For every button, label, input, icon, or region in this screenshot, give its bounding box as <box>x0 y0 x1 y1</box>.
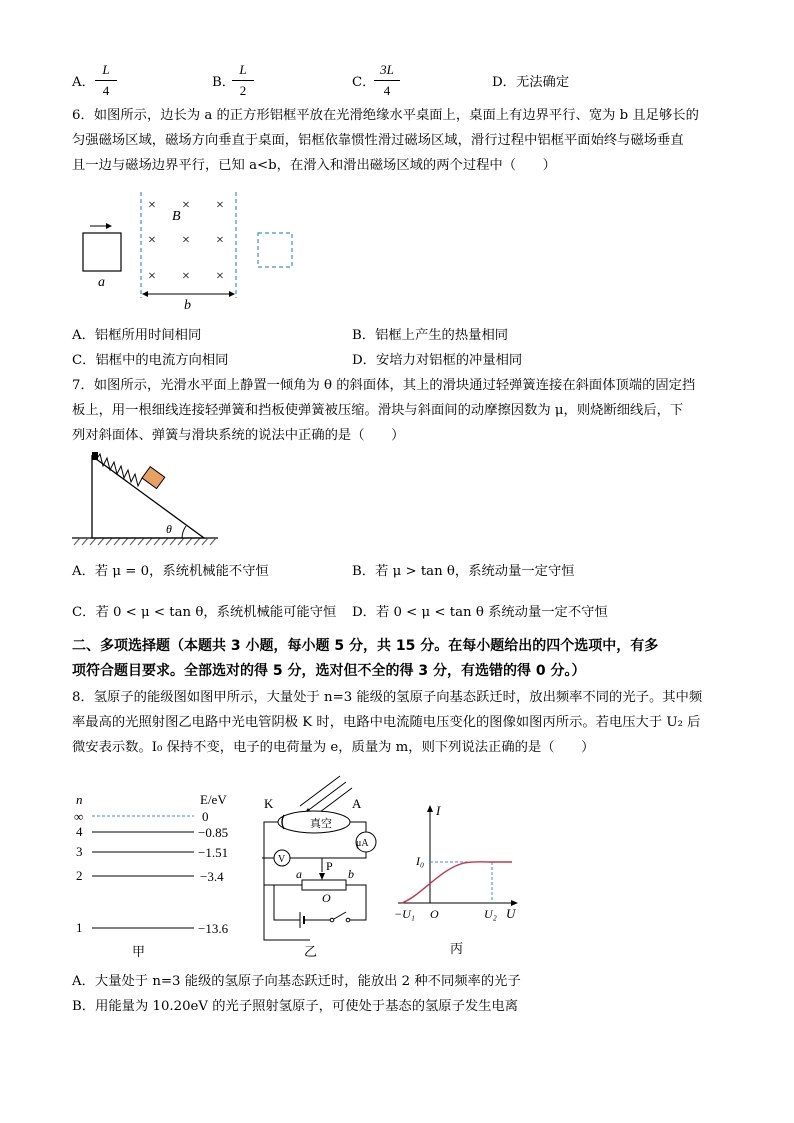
field-cross: × <box>148 198 156 213</box>
point-label-O: O <box>322 891 331 905</box>
frame-exit-position <box>258 233 292 267</box>
circuit-wire <box>350 822 366 832</box>
i-axis-arrowhead <box>427 805 433 812</box>
level-n-inf: ∞ <box>74 809 84 824</box>
u-axis-label: U <box>506 906 516 921</box>
q7-option-d: D．若 0 < μ < tan θ 系统动量一定不守恒 <box>352 605 608 620</box>
q5-option-d: D．无法确定 <box>492 75 570 90</box>
q7-stem-line2: 板上，用一根细线连接轻弹簧和挡板使弹簧被压缩。滑块与斜面间的动摩擦因数为 μ，则烧断细线后，下 <box>72 403 684 418</box>
level-axis-n: n <box>76 792 83 807</box>
origin-label: O <box>430 907 439 921</box>
cathode-label-K: K <box>264 796 274 811</box>
fraction-numerator: 3L <box>380 62 394 77</box>
slider-block <box>142 467 165 489</box>
q8-stem-line3: 微安表示数。I₀ 保持不变，电子的电荷量为 e，质量为 m，则下列说法正确的是（ ） <box>72 740 595 755</box>
section2-heading-line2: 项符合题目要求。全部选对的得 5 分，选对但不全的得 3 分，有选错的得 0 分。） <box>72 663 586 679</box>
q7-option-a: A．若 μ = 0，系统机械能不守恒 <box>72 564 269 579</box>
width-label-b: b <box>184 298 191 313</box>
fraction-numerator: L <box>102 62 110 77</box>
rheostat-end-b: b <box>348 867 354 881</box>
angle-arc <box>182 526 186 538</box>
section2-heading-line1: 二、多项选择题（本题共 3 小题，每小题 5 分，共 15 分。在每小题给出的四个选项中，有多 <box>72 638 659 654</box>
figure-caption-jia: 甲 <box>132 944 146 959</box>
field-cross: × <box>216 233 224 248</box>
q5-option-c-label: C． <box>352 75 376 90</box>
stopping-voltage-label: −U₁ <box>394 907 415 921</box>
circuit-wire <box>346 885 366 920</box>
level-axis-energy: E/eV <box>200 792 227 807</box>
current-voltage-graph <box>394 795 529 960</box>
spring <box>96 454 142 486</box>
q6-option-c: C．铝框中的电流方向相同 <box>72 353 229 368</box>
q6-option-a: A．铝框所用时间相同 <box>72 328 202 343</box>
field-cross: × <box>148 233 156 248</box>
level-e-2: −3.4 <box>200 869 224 884</box>
figure-caption-yi: 乙 <box>304 944 318 959</box>
q8-stem-line1: 8．氢原子的能级图如图甲所示，大量处于 n=3 能级的氢原子向基态跃迁时，放出频率不同的光子。其中频 <box>72 690 703 705</box>
energy-level-diagram <box>70 790 245 960</box>
i-axis-label: I <box>436 803 441 818</box>
photoelectric-circuit <box>252 770 392 960</box>
slider-label-P: P <box>326 859 333 873</box>
switch-contact <box>346 918 350 922</box>
q5-option-c-fraction <box>374 62 400 99</box>
ground-hatching <box>74 538 216 545</box>
q6-option-b: B．铝框上产生的热量相同 <box>352 328 509 343</box>
level-n-1: 1 <box>76 920 83 935</box>
q8-option-a: A．大量处于 n=3 能级的氢原子向基态跃迁时，能放出 2 种不同频率的光子 <box>72 974 521 989</box>
q8-option-b: B．用能量为 10.20eV 的光子照射氢原子，可使处于基态的氢原子发生电离 <box>72 999 519 1014</box>
level-e-1: −13.6 <box>198 921 229 936</box>
circuit-wire <box>274 885 300 920</box>
width-arrowhead-right <box>229 291 235 297</box>
switch-blade <box>334 912 346 919</box>
field-cross: × <box>148 269 156 284</box>
anode-label-A: A <box>352 796 362 811</box>
slider-arrowhead <box>319 873 325 880</box>
angle-label-theta: θ <box>166 522 172 536</box>
fraction-denominator: 4 <box>383 83 391 98</box>
field-cross: × <box>216 269 224 284</box>
field-cross: × <box>182 269 190 284</box>
level-e-inf: 0 <box>202 809 209 824</box>
q8-stem-line2: 率最高的光照射图乙电路中光电管阴极 K 时，电路中电流随电压变化的图像如图丙所示。若电压大于 U₂ 后 <box>72 715 701 730</box>
q6-stem-line3: 且一边与磁场边界平行，已知 a<b，在滑入和滑出磁场区域的两个过程中（ ） <box>72 158 556 173</box>
field-cross: × <box>182 198 190 213</box>
q5-option-b-fraction <box>232 62 254 99</box>
fraction-denominator: 2 <box>239 83 247 98</box>
vacuum-label: 真空 <box>310 818 332 830</box>
voltmeter-label: V <box>278 854 286 865</box>
switch-contact <box>330 918 334 922</box>
field-label-B: B <box>172 209 181 224</box>
q6-magnetic-field-figure <box>70 190 310 315</box>
q7-option-c: C．若 0 < μ < tan θ，系统机械能可能守恒 <box>72 605 337 620</box>
q7-incline-figure <box>70 450 225 548</box>
level-n-3: 3 <box>76 844 83 859</box>
figure-caption-bing: 丙 <box>450 941 464 956</box>
fraction-numerator: L <box>239 62 247 77</box>
field-cross: × <box>216 198 224 213</box>
rheostat <box>302 880 346 890</box>
q7-option-b: B．若 μ > tan θ，系统动量一定守恒 <box>352 564 575 579</box>
q5-option-a-label: A． <box>72 75 95 90</box>
q6-stem-line2: 匀强磁场区域，磁场方向垂直于桌面，铝框依靠惯性滑过磁场区域，滑行过程中铝框平面始终与磁场垂直 <box>72 133 684 148</box>
saturation-current-label: I₀ <box>416 854 425 868</box>
field-cross: × <box>182 233 190 248</box>
level-e-3: −1.51 <box>198 845 229 860</box>
q7-stem-line3: 列对斜面体、弹簧与滑块系统的说法中正确的是（ ） <box>72 428 405 443</box>
side-label-a: a <box>98 275 105 290</box>
q5-option-b-label: B． <box>212 75 236 90</box>
aluminum-frame <box>83 233 121 271</box>
q7-stem-line1: 7．如图所示，光滑水平面上静置一倾角为 θ 的斜面体，其上的滑块通过轻弹簧连接在斜面体顶端的固定挡 <box>72 378 696 393</box>
q6-stem-line1: 6．如图所示，边长为 a 的正方形铝框平放在光滑绝缘水平桌面上，桌面上有边界平行、宽为 b 且足够长的 <box>72 108 699 123</box>
level-n-4: 4 <box>76 824 83 839</box>
q5-option-a-fraction <box>95 62 117 99</box>
rheostat-end-a: a <box>296 867 302 881</box>
field-crosses <box>148 198 224 284</box>
incline-body <box>92 456 204 538</box>
saturation-voltage-label: U₂ <box>484 907 497 921</box>
fraction-denominator: 4 <box>102 83 110 98</box>
microammeter-label: μA <box>356 838 369 849</box>
level-n-2: 2 <box>76 868 83 883</box>
width-arrowhead-left <box>142 291 148 297</box>
velocity-arrowhead <box>106 223 112 229</box>
q6-option-d: D．安培力对铝框的冲量相同 <box>352 353 523 368</box>
level-e-4: −0.85 <box>198 825 229 840</box>
